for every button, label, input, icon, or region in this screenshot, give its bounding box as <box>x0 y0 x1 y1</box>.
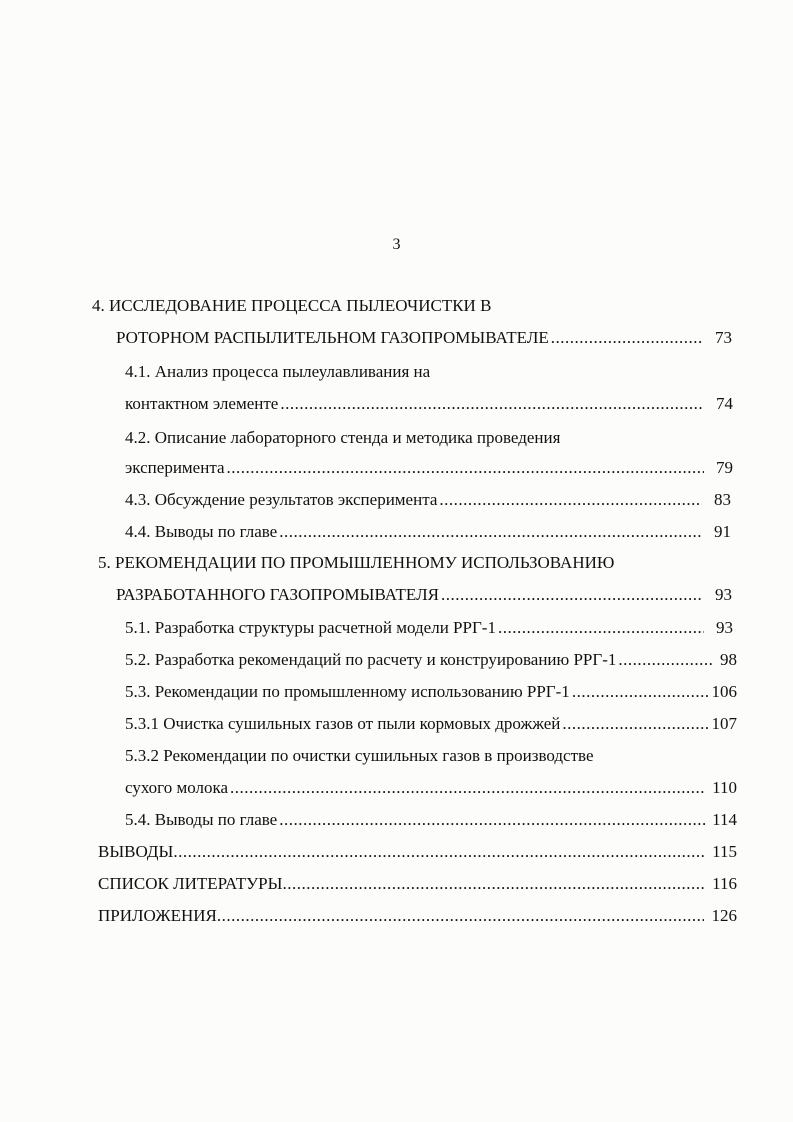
toc-entry-text: 4.4. Выводы по главе <box>125 522 278 541</box>
dot-leader <box>280 394 704 414</box>
dot-leader <box>227 458 704 478</box>
toc-entry-4-2[interactable] <box>125 458 733 478</box>
dot-leader <box>618 650 712 670</box>
toc-entry-conclusions[interactable] <box>98 842 737 862</box>
toc-page-number: 114 <box>712 810 737 829</box>
toc-entry-text: сухого молока <box>125 778 229 797</box>
toc-entry-text: эксперимента <box>125 458 225 477</box>
toc-entry-text: ВЫВОДЫ <box>98 842 174 861</box>
toc-entry-4-4[interactable] <box>125 522 731 542</box>
toc-entry-text: 4.3. Обсуждение результатов эксперимента <box>125 490 438 509</box>
toc-page-number: 126 <box>711 906 737 925</box>
dot-leader <box>572 682 710 702</box>
page-number: 3 <box>392 236 401 253</box>
dot-leader <box>173 842 706 862</box>
toc-entry-chapter-5[interactable] <box>116 585 732 605</box>
toc-entry-text: 5.2. Разработка рекомендаций по расчету и конструированию РРГ-1 <box>125 650 617 669</box>
toc-entry-text: 5.4. Выводы по главе <box>125 810 278 829</box>
toc-page-number: 79 <box>716 458 733 477</box>
dot-leader <box>439 490 702 510</box>
toc-page-number: 73 <box>715 328 732 347</box>
toc-entry-5-2[interactable] <box>125 650 737 670</box>
toc-entry-4-3[interactable] <box>125 490 731 510</box>
dot-leader <box>279 522 702 542</box>
toc-entry-text: РОТОРНОМ РАСПЫЛИТЕЛЬНОМ ГАЗОПРОМЫВАТЕЛЕ <box>116 328 549 347</box>
toc-entry-text: 5.3.1 Очистка сушильных газов от пыли кормовых дрожжей <box>125 714 561 733</box>
dot-leader <box>282 874 704 894</box>
toc-page-number: 107 <box>711 714 737 733</box>
dot-leader <box>562 714 709 734</box>
dot-leader <box>551 328 703 348</box>
toc-page-number: 93 <box>716 618 733 637</box>
toc-entry-appendices[interactable] <box>98 906 737 926</box>
toc-entry-5-3-2[interactable] <box>125 778 737 798</box>
toc-entry-text: ПРИЛОЖЕНИЯ <box>98 906 217 925</box>
toc-entry-text: СПИСОК ЛИТЕРАТУРЫ <box>98 874 283 893</box>
toc-page-number: 93 <box>715 585 732 604</box>
toc-page-number: 83 <box>714 490 731 509</box>
toc-page-number: 106 <box>711 682 737 701</box>
toc-entry-references[interactable] <box>98 874 737 894</box>
toc-section-4-1-title: 4.1. Анализ процесса пылеулавливания на <box>125 362 431 381</box>
toc-entry-chapter-4[interactable] <box>116 328 732 348</box>
dot-leader <box>441 585 703 605</box>
dot-leader <box>230 778 706 798</box>
dot-leader <box>498 618 704 638</box>
dot-leader <box>217 906 704 926</box>
toc-page-number: 74 <box>716 394 733 413</box>
toc-page-number: 110 <box>712 778 737 797</box>
toc-page-number: 115 <box>712 842 737 861</box>
toc-entry-5-3[interactable] <box>125 682 737 702</box>
toc-entry-text: РАЗРАБОТАННОГО ГАЗОПРОМЫВАТЕЛЯ <box>116 585 439 604</box>
toc-page-number: 98 <box>720 650 737 669</box>
toc-entry-4-1[interactable] <box>125 394 733 414</box>
toc-entry-text: 5.1. Разработка структуры расчетной модели РРГ-1 <box>125 618 496 637</box>
toc-chapter-5-title: 5. РЕКОМЕНДАЦИИ ПО ПРОМЫШЛЕННОМУ ИСПОЛЬЗОВАНИЮ <box>98 553 615 572</box>
toc-entry-5-1[interactable] <box>125 618 733 638</box>
toc-entry-text: контактном элементе <box>125 394 279 413</box>
toc-entry-text: 5.3. Рекомендации по промышленному использованию РРГ-1 <box>125 682 570 701</box>
toc-chapter-4-title: 4. ИССЛЕДОВАНИЕ ПРОЦЕССА ПЫЛЕОЧИСТКИ В <box>92 296 492 315</box>
toc-entry-5-4[interactable] <box>125 810 737 830</box>
toc-page-number: 116 <box>712 874 737 893</box>
toc-section-5-3-2-title: 5.3.2 Рекомендации по очистки сушильных газов в производстве <box>125 746 594 765</box>
dot-leader <box>279 810 706 830</box>
toc-section-4-2-title: 4.2. Описание лабораторного стенда и методика проведения <box>125 428 561 447</box>
toc-entry-5-3-1[interactable] <box>125 714 737 734</box>
toc-page-number: 91 <box>714 522 731 541</box>
